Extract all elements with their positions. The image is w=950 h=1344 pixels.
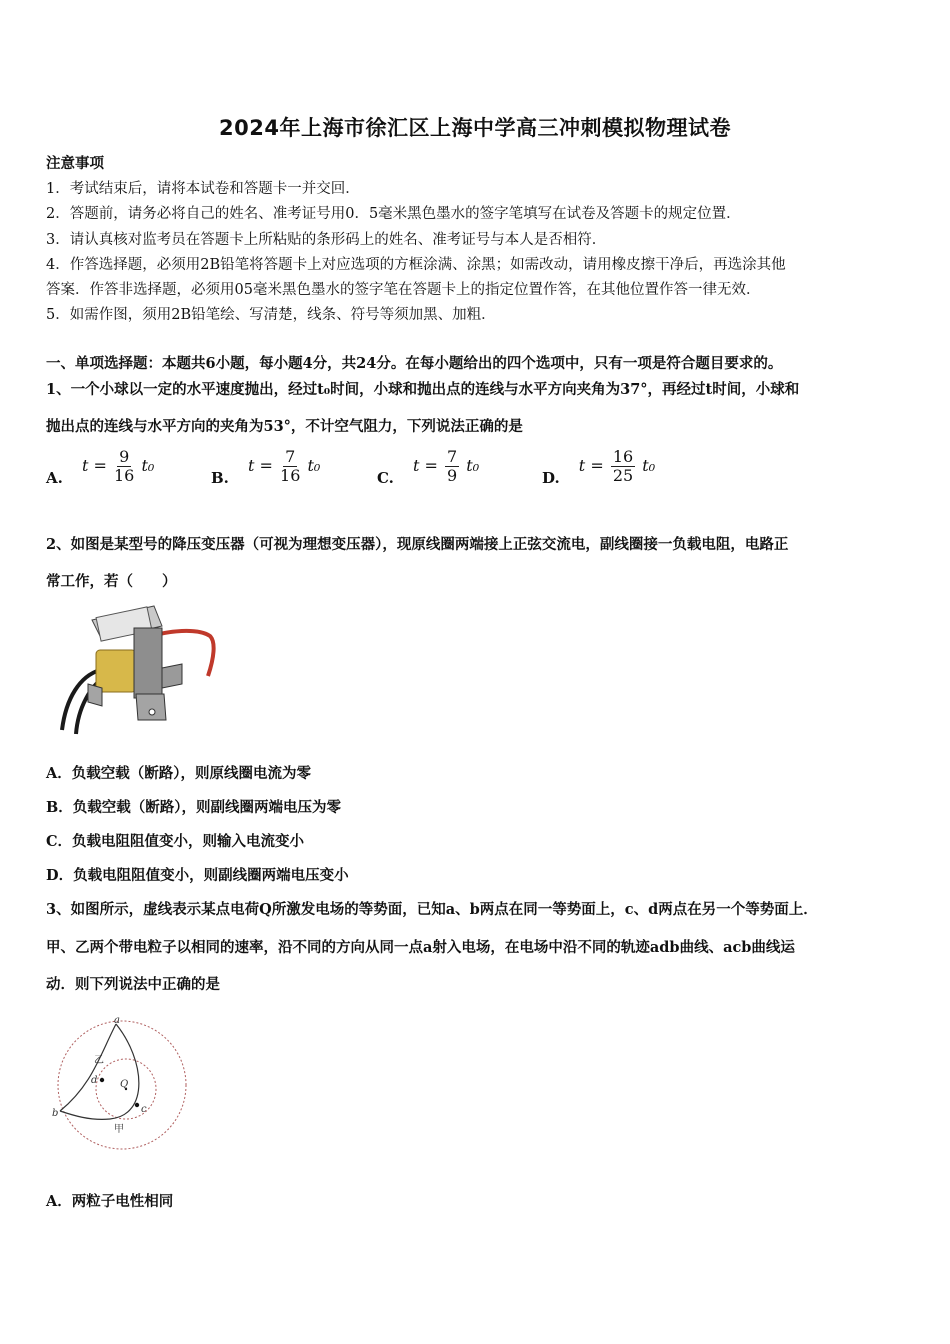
notice-item: 5．如需作图，须用2B铅笔绘、写清楚，线条、符号等须加黑、加粗．: [46, 307, 496, 323]
bracket: [136, 694, 166, 720]
section-heading: 一、单项选择题：本题共6小题，每小题4分，共24分。在每小题给出的四个选项中，只有一项是符合题目要求的。: [46, 355, 783, 372]
point-c: [135, 1103, 139, 1107]
numerator: 16: [612, 447, 634, 466]
transformer-photo: [58, 598, 220, 736]
q3-text-line2: 甲、乙两个带电粒子以相同的速率，沿不同的方向从同一点a射入电场，在电场中沿不同的轨迹adb曲线、acb曲线运: [46, 939, 795, 956]
q2-text-line1: 2、如图是某型号的降压变压器（可视为理想变压器），现原线圈两端接上正弦交流电，副线圈接一负载电阻，电路正: [46, 536, 789, 553]
q3-text-line3: 动．则下列说法中正确的是: [46, 976, 220, 993]
q1-option-b[interactable]: [211, 448, 320, 485]
q2-option-d[interactable]: D．负载电阻阻值变小，则副线圈两端电压变小: [46, 867, 349, 884]
q2-option-c[interactable]: C．负载电阻阻值变小，则输入电流变小: [46, 833, 305, 850]
option-var: t =: [81, 456, 107, 475]
denominator: 16: [113, 466, 135, 485]
q2-text-line2: 常工作，若（ ）: [46, 573, 177, 590]
label-yi: 乙: [94, 1055, 104, 1066]
label-b: b: [52, 1108, 59, 1119]
notice-item: 3．请认真核对监考员在答题卡上所粘贴的条形码上的姓名、准考证号与本人是否相符．: [46, 232, 607, 248]
trajectory-adb: [60, 1024, 116, 1111]
q1-text-line1: 1、一个小球以一定的水平速度抛出，经过t₀时间，小球和抛出点的连线与水平方向夹角为37°，再经过t时间，小球和: [46, 381, 800, 398]
label-a: a: [114, 1015, 120, 1026]
q1-option-d[interactable]: [542, 448, 655, 485]
fraction: [611, 448, 635, 485]
fraction: [114, 448, 134, 485]
numerator: 7: [285, 447, 296, 466]
option-tail: t₀: [466, 456, 480, 475]
option-tail: t₀: [307, 456, 321, 475]
option-letter: C.: [377, 469, 394, 487]
notice-item: 2．答题前，请务必将自己的姓名、准考证号用0．5毫米黑色墨水的签字笔填写在试卷及答题卡的规定位置．: [46, 206, 741, 222]
q2-option-a[interactable]: A．负载空载（断路），则原线圈电流为零: [46, 765, 311, 782]
equipotential-diagram: [50, 1015, 192, 1157]
fraction: [445, 448, 459, 485]
denominator: 25: [612, 466, 634, 485]
point-d: [100, 1078, 104, 1082]
label-c: c: [141, 1104, 147, 1115]
mount-hole: [149, 709, 155, 715]
page-title: 2024年上海市徐汇区上海中学高三冲刺模拟物理试卷: [219, 116, 731, 140]
q1-option-a[interactable]: [46, 448, 154, 485]
core-side: [134, 628, 162, 698]
q1-option-c[interactable]: [377, 448, 479, 485]
q3-option-a[interactable]: A．两粒子电性相同: [46, 1193, 174, 1210]
notice-heading: 注意事项: [46, 155, 104, 172]
option-var: t =: [413, 456, 438, 475]
denominator: 9: [447, 466, 458, 485]
option-var: t =: [248, 456, 273, 475]
numerator: 9: [119, 447, 130, 466]
trajectory-acb: [60, 1024, 139, 1119]
option-letter: B.: [211, 469, 229, 487]
option-letter: D.: [542, 469, 560, 487]
option-var: t =: [578, 456, 604, 475]
option-letter: A.: [46, 469, 63, 487]
q2-option-b[interactable]: B．负载空载（断路），则副线圈两端电压为零: [46, 799, 342, 816]
denominator: 16: [280, 466, 301, 485]
label-d: d: [91, 1075, 98, 1086]
label-jia: 甲: [114, 1124, 124, 1135]
option-tail: t₀: [141, 456, 155, 475]
label-Q: Q: [120, 1079, 129, 1090]
option-tail: t₀: [642, 456, 656, 475]
fraction: [280, 448, 300, 485]
notice-item: 1．考试结束后，请将本试卷和答题卡一并交回．: [46, 181, 360, 197]
q1-text-line2: 抛出点的连线与水平方向的夹角为53°，不计空气阻力，下列说法正确的是: [46, 418, 523, 435]
coil: [96, 650, 136, 692]
notice-item: 4．作答选择题，必须用2B铅笔将答题卡上对应选项的方框涂满、涂黑；如需改动，请用橡皮擦干净后，再选涂其他: [46, 257, 786, 273]
numerator: 7: [447, 447, 458, 466]
bracket: [162, 664, 182, 688]
bracket: [88, 684, 102, 706]
notice-item: 答案．作答非选择题，必须用05毫米黑色墨水的签字笔在答题卡上的指定位置作答，在其他位置作答一律无效．: [46, 282, 761, 298]
q3-text-line1: 3、如图所示，虚线表示某点电荷Q所激发电场的等势面，已知a、b两点在同一等势面上，c、d两点在另一个等势面上．: [46, 901, 818, 918]
